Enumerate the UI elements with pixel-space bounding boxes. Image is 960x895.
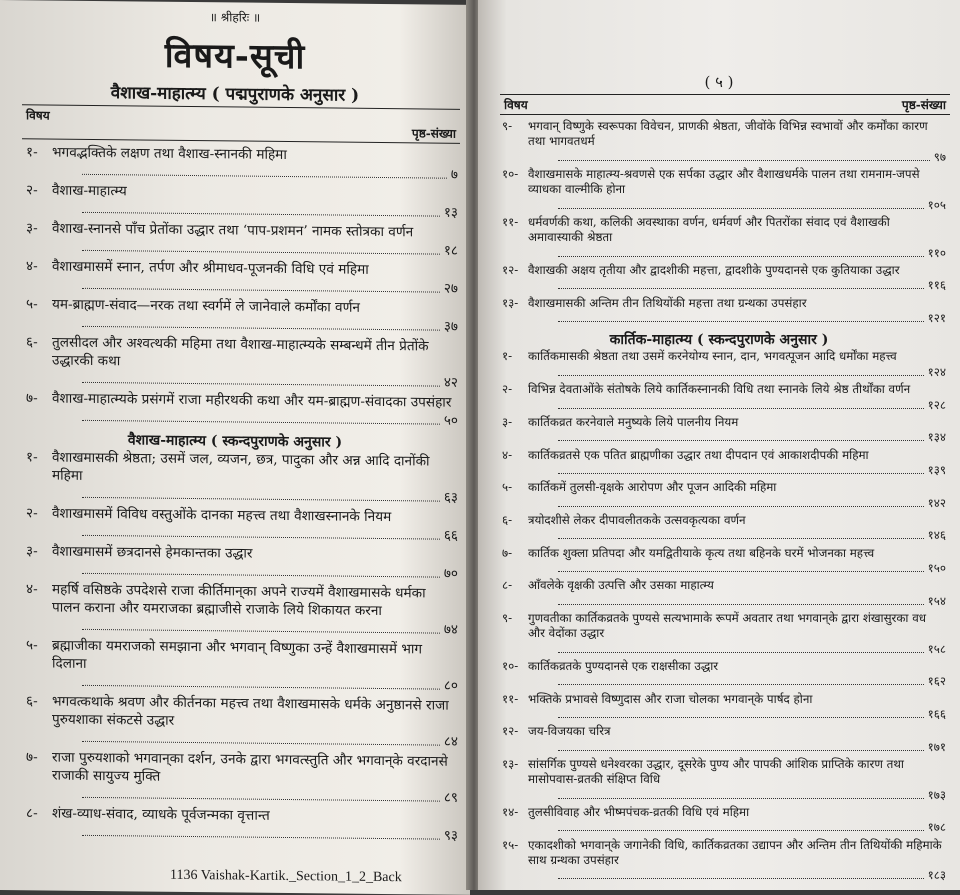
entry-page-number: ४२ [443, 374, 458, 391]
entry-page-row [528, 311, 946, 326]
toc-entry [24, 143, 458, 184]
entry-page-row [52, 729, 458, 751]
dot-leader [558, 797, 924, 799]
entry-page-number: ८४ [443, 733, 458, 750]
toc-list-vaishakh-padma [24, 143, 458, 430]
entry-title: तुलसीदल और अश्वत्थकी महिमा तथा वैशाख-माहात्म्यके सम्बन्धमें तीन प्रेतोंके उद्धारकी कथा [52, 334, 429, 370]
entry-page-number: १५४ [927, 593, 946, 608]
print-footer: 1136 Vaishak-Kartik._Section_1_2_Back [170, 867, 402, 886]
entry-title: आँवलेके वृक्षकी उत्पत्ति और उसका माहात्म्य [528, 578, 714, 593]
entry-page-row [528, 674, 946, 689]
entry-page-number: १६२ [927, 674, 946, 689]
entry-number: १२- [502, 724, 519, 739]
column-subject-label: विषय [26, 108, 50, 123]
entry-title: वैशाखमासकी श्रेष्ठता; उसमें जल, व्यजन, छत्र, पादुका और अन्न आदि दानोंकी महिमा [52, 449, 430, 484]
entry-page-number: १०५ [927, 197, 946, 212]
entry-page-row [52, 561, 458, 583]
toc-entry [500, 448, 946, 479]
entry-page-row [528, 430, 946, 445]
dot-leader [558, 287, 924, 289]
entry-page-number: ९७ [933, 149, 946, 164]
right-page [478, 0, 960, 890]
entry-number: ४- [502, 447, 513, 462]
entry-page-row [528, 150, 946, 165]
entry-page-number: ७० [443, 565, 458, 582]
dot-leader [558, 829, 924, 831]
entry-title: कार्तिकव्रतसे एक पतित ब्राह्मणीका उद्धार तथा दीपदान एवं आकाशदीपकी महिमा [528, 447, 869, 462]
dot-leader [558, 603, 924, 605]
dot-leader [82, 796, 440, 802]
entry-page-row [52, 823, 458, 845]
entry-number: ११- [502, 215, 519, 230]
entry-page-row [52, 617, 458, 639]
toc-entry [500, 546, 946, 577]
toc-entry [24, 333, 458, 392]
toc-entry [500, 349, 946, 380]
entry-page-number: ३७ [443, 318, 458, 335]
entry-number: १- [502, 349, 513, 364]
entry-page-number: १४२ [927, 495, 946, 510]
entry-number: ६- [26, 334, 38, 351]
entry-title: भक्तिके प्रभावसे विष्णुदास और राजा चोलका भगवान्‌के पार्षद होना [528, 691, 813, 706]
entry-title: वैशाख-स्नानसे पाँच प्रेतोंका उद्धार तथा ‘पाप-प्रशमन’ नामक स्तोत्रका वर्णन [52, 220, 414, 241]
entry-title: धर्मवर्णकी कथा, कलिकी अवस्थाका वर्णन, धर्मवर्ण और पितरोंका संवाद एवं वैशाखकी अमावास्याकी श्रेष्ठता [528, 215, 890, 245]
page-title: विषय-सूची [164, 35, 306, 78]
entry-page-row [52, 314, 458, 336]
toc-entry [24, 219, 458, 260]
column-header [22, 104, 460, 144]
entry-page-row [52, 785, 458, 807]
entry-title: एकादशीको भगवान्‌के जगानेकी विधि, कार्तिकव्रतका उद्यापन और अन्तिम तीन तिथियोंकी महिमाके साथ ग्रन्थका उपसंहार [528, 837, 942, 868]
entry-page-number: १२१ [927, 311, 946, 326]
toc-entry [24, 804, 458, 845]
column-subject-label: विषय [504, 98, 528, 112]
entry-page-row [52, 485, 458, 507]
entry-page-row [528, 398, 946, 413]
entry-page-number: १५० [927, 560, 946, 575]
entry-number: १०- [502, 659, 519, 673]
entry-title: वैशाखकी अक्षय तृतीया और द्वादशीकी महत्ता, द्वादशीके पुण्यदानसे एक कुतियाका उद्धार [528, 263, 900, 278]
dot-leader [82, 684, 440, 690]
toc-entry [24, 636, 458, 695]
dot-leader [82, 419, 440, 425]
entry-page-row [528, 278, 946, 293]
entry-page-number: १७८ [927, 820, 946, 835]
column-page-label: पृष्ठ-संख्या [411, 126, 456, 141]
dot-leader [558, 570, 924, 572]
entry-number: १- [26, 144, 38, 161]
entry-number: ७- [502, 545, 513, 560]
toc-entry [24, 389, 458, 430]
entry-page-row [528, 594, 946, 609]
toc-entry [500, 382, 946, 413]
toc-entry [500, 296, 946, 327]
entry-number: १३- [502, 295, 519, 310]
dot-leader [82, 740, 440, 746]
entry-page-row [528, 642, 946, 657]
dot-leader [558, 374, 924, 376]
entry-page-row [528, 561, 946, 576]
entry-page-row [528, 820, 946, 835]
entry-number: २- [26, 182, 38, 199]
entry-page-row [528, 246, 946, 261]
toc-entry [500, 724, 946, 755]
entry-page-number: ६६ [443, 527, 458, 544]
dot-leader [558, 439, 924, 441]
toc-entry [500, 215, 946, 261]
entry-number: १५- [502, 837, 519, 852]
entry-title: तुलसीविवाह और भीष्मपंचक-व्रतकी विधि एवं महिमा [528, 805, 750, 820]
toc-entry [500, 611, 946, 657]
entry-title: सांसर्गिक पुण्यसे धनेश्वरका उद्धार, दूसरेके पुण्य और पापकी आंशिक प्राप्तिके कारण तथा मासोपवास-व्रतकी संक्षिप्त विधि [528, 757, 904, 787]
entry-number: ४- [26, 258, 38, 275]
entry-page-number: १५८ [927, 641, 946, 656]
entry-page-number: १४६ [927, 528, 946, 543]
entry-number: ९- [502, 610, 513, 625]
entry-number: १२- [502, 263, 519, 278]
toc-entry [500, 838, 946, 884]
dot-leader [82, 534, 440, 540]
entry-page-number: ११० [927, 245, 946, 260]
entry-number: ६- [26, 693, 38, 710]
toc-entry [24, 504, 458, 545]
entry-number: २- [26, 505, 38, 522]
entry-number: ११- [502, 691, 519, 706]
entry-page-row [528, 528, 946, 543]
dot-leader [558, 320, 924, 322]
entry-page-number: १७१ [927, 739, 946, 754]
entry-page-number: २७ [443, 280, 458, 297]
entry-page-number: ९३ [443, 827, 458, 844]
entry-number: १- [26, 449, 38, 466]
entry-title: वैशाखमासके माहात्म्य-श्रवणसे एक सर्पका उद्धार और वैशाखधर्मके पालन तथा रामनाम-जपसे व्याधका वाल्मीकि होना [528, 167, 920, 197]
entry-page-number: १२८ [927, 397, 946, 412]
dot-leader [82, 287, 440, 293]
entry-page-number: १३४ [927, 430, 946, 445]
entry-title: यम-ब्राह्मण-संवाद—नरक तथा स्वर्गमें ले जानेवाले कर्मोंका वर्णन [52, 296, 360, 316]
dot-leader [558, 716, 924, 718]
dot-leader [558, 537, 924, 539]
entry-title: महर्षि वसिष्ठके उपदेशसे राजा कीर्तिमान्‌का अपने राज्यमें वैशाखमासके धर्मका पालन कराना और यमराजका ब्रह्माजीसे राजाके लिये शिकायत करना [52, 581, 426, 619]
toc-entry [500, 480, 946, 511]
entry-number: ४- [26, 581, 38, 598]
dot-leader [82, 173, 447, 179]
entry-number: १०- [502, 167, 519, 182]
entry-number: ३- [26, 543, 38, 560]
toc-entry [500, 263, 946, 294]
column-header [500, 94, 950, 115]
entry-title: भगवान् विष्णुके स्वरूपका विवेचन, प्राणकी श्रेष्ठता, जीवोंके विभिन्न स्वभावों और कर्मोंका कारण तथा भागवतधर्म [528, 119, 928, 149]
entry-page-row [528, 868, 946, 883]
section-heading-kartik-skanda: कार्तिक-माहात्म्य ( स्कन्दपुराणके अनुसार ) [609, 332, 829, 349]
toc-entry [500, 578, 946, 609]
entry-title: वैशाखमासमें विविध वस्तुओंके दानका महत्त्व तथा वैशाखस्नानके नियम [52, 505, 392, 526]
entry-number: ५- [502, 480, 513, 495]
entry-page-number: १३ [443, 204, 458, 221]
entry-title: वैशाख-माहात्म्यके प्रसंगमें राजा महीरथकी कथा और यम-ब्राह्मण-संवादका उपसंहार [52, 390, 452, 411]
entry-number: ५- [26, 637, 38, 654]
entry-title: कार्तिकमासकी श्रेष्ठता तथा उसमें करनेयोग्य स्नान, दान, भगवत्पूजन आदि धर्मोंका महत्त्व [528, 349, 897, 364]
toc-list-vaishakh-skanda [24, 448, 458, 845]
dot-leader [558, 407, 924, 409]
entry-title: भगवत्कथाके श्रवण और कीर्तनका महत्त्व तथा वैशाखमासके धर्मके अनुष्ठानसे राजा पुरुयशाका संकटसे उद्धार [52, 693, 449, 729]
entry-title: जय-विजयका चरित्र [528, 724, 611, 739]
dot-leader [558, 877, 924, 879]
dot-leader [558, 207, 924, 209]
entry-title: त्रयोदशीसे लेकर दीपावलीतकके उत्सवकृत्यका वर्णन [528, 512, 746, 527]
entry-page-row [528, 788, 946, 803]
toc-entry [24, 448, 458, 507]
entry-page-row [52, 200, 458, 222]
toc-list-kartik-skanda [500, 349, 946, 883]
toc-entry [24, 692, 458, 751]
invocation: ॥ श्रीहरिः ॥ [209, 10, 261, 25]
dot-leader [558, 472, 924, 474]
section-heading-vaishakh-padma: वैशाख-माहात्म्य ( पद्मपुराणके अनुसार ) [110, 83, 360, 106]
toc-entry [500, 757, 946, 803]
entry-number: ८- [26, 805, 38, 822]
entry-title: भगवद्भक्तिके लक्षण तथा वैशाख-स्नानकी महिमा [52, 144, 287, 164]
entry-number: ३- [502, 414, 513, 429]
dot-leader [558, 505, 924, 507]
entry-page-row [52, 673, 458, 695]
entry-title: वैशाखमासकी अन्तिम तीन तिथियोंकी महत्ता तथा ग्रन्थका उपसंहार [528, 295, 807, 310]
toc-list-vaishakh-skanda-cont [500, 119, 946, 326]
entry-page-row [52, 370, 458, 392]
entry-page-row [528, 463, 946, 478]
dot-leader [558, 651, 924, 653]
entry-page-number: ११६ [927, 278, 946, 293]
entry-number: १४- [502, 805, 519, 820]
entry-page-number: ८९ [443, 789, 458, 806]
dot-leader [558, 683, 924, 685]
dot-leader [82, 381, 440, 387]
toc-entry [500, 805, 946, 836]
entry-page-number: ७४ [443, 621, 458, 638]
toc-entry [500, 415, 946, 446]
entry-page-row [528, 496, 946, 511]
toc-entry [24, 542, 458, 583]
entry-page-number: ६३ [443, 489, 458, 506]
entry-page-row [52, 523, 458, 545]
dot-leader [82, 834, 440, 840]
toc-entry [500, 513, 946, 544]
entry-page-number: १७३ [927, 787, 946, 802]
toc-entry [24, 181, 458, 222]
toc-entry [500, 659, 946, 690]
entry-number: ६- [502, 512, 513, 527]
page-number: ( ५ ) [704, 73, 734, 91]
dot-leader [82, 572, 440, 578]
dot-leader [82, 628, 440, 634]
entry-page-row [52, 276, 458, 298]
entry-title: ब्रह्माजीका यमराजको समझाना और भगवान् विष्णुका उन्हें वैशाखमासमें भाग दिलाना [52, 637, 423, 672]
entry-page-row [528, 365, 946, 380]
entry-number: ७- [26, 390, 38, 407]
entry-number: १३- [502, 757, 519, 772]
dot-leader [558, 255, 924, 257]
entry-title: कार्तिकव्रतके पुण्यदानसे एक राक्षसीका उद्धार [528, 659, 719, 673]
entry-title: कार्तिकव्रत करनेवाले मनुष्यके लिये पालनीय नियम [528, 414, 739, 429]
toc-entry [24, 580, 458, 639]
toc-entry [500, 119, 946, 165]
toc-entry [24, 257, 458, 298]
entry-title: गुणवतीका कार्तिकव्रतके पुण्यसे सत्यभामाके रूपमें अवतार तथा भगवान्‌के द्वारा शंखासुरका वध और वेदोंका उद्धार [528, 610, 927, 641]
entry-number: ३- [26, 220, 38, 237]
entry-page-row [528, 198, 946, 213]
entry-page-number: १२४ [927, 364, 946, 379]
section-heading-vaishakh-skanda: वैशाख-माहात्म्य ( स्कन्दपुराणके अनुसार ) [127, 432, 343, 451]
dot-leader [558, 159, 930, 161]
entry-page-number: ५० [443, 412, 458, 429]
dot-leader [82, 249, 440, 255]
dot-leader [82, 496, 440, 502]
entry-number: २- [502, 382, 513, 397]
entry-page-number: १८ [443, 242, 458, 259]
left-page [0, 0, 470, 895]
entry-page-number: १३९ [927, 462, 946, 477]
toc-entry [24, 295, 458, 336]
entry-page-number: १८३ [927, 868, 946, 883]
entry-title: शंख-व्याध-संवाद, व्याधके पूर्वजन्मका वृत्तान्त [52, 805, 270, 824]
entry-page-number: १६६ [927, 707, 946, 722]
entry-page-number: ८० [443, 677, 458, 694]
entry-page-row [52, 162, 458, 184]
entry-page-row [528, 707, 946, 722]
dot-leader [558, 749, 924, 751]
entry-number: ९- [502, 119, 513, 133]
entry-title: कार्तिकमें तुलसी-वृक्षके आरोपण और पूजन आदिकी महिमा [528, 480, 777, 495]
entry-title: वैशाख-माहात्म्य [52, 182, 127, 200]
column-page-label: पृष्ठ-संख्या [901, 98, 946, 112]
entry-number: ८- [502, 578, 513, 593]
dot-leader [82, 211, 440, 217]
dot-leader [82, 325, 440, 331]
entry-title: वैशाखमासमें छत्रदानसे हेमकान्तका उद्धार [52, 543, 253, 562]
entry-title: वैशाखमासमें स्नान, तर्पण और श्रीमाधव-पूजनकी विधि एवं महिमा [52, 258, 369, 278]
entry-title: राजा पुरुयशाको भगवान्‌का दर्शन, उनके द्वारा भगवत्स्तुति और भगवान्‌के वरदानसे राजाकी सायुज्य मुक्ति [52, 749, 448, 785]
entry-number: ५- [26, 296, 38, 313]
toc-entry [24, 748, 458, 807]
toc-entry [500, 167, 946, 213]
entry-page-row [528, 740, 946, 755]
toc-entry [500, 692, 946, 723]
entry-page-number: ७ [450, 166, 458, 183]
entry-title: विभिन्न देवताओंके संतोषके लिये कार्तिकस्नानकी विधि तथा स्नानके लिये श्रेष्ठ तीर्थोंका वर्णन [528, 382, 911, 397]
entry-title: कार्तिक शुक्ला प्रतिपदा और यमद्वितीयाके कृत्य तथा बहिनके घरमें भोजनका महत्त्व [528, 545, 875, 560]
entry-number: ७- [26, 749, 38, 766]
